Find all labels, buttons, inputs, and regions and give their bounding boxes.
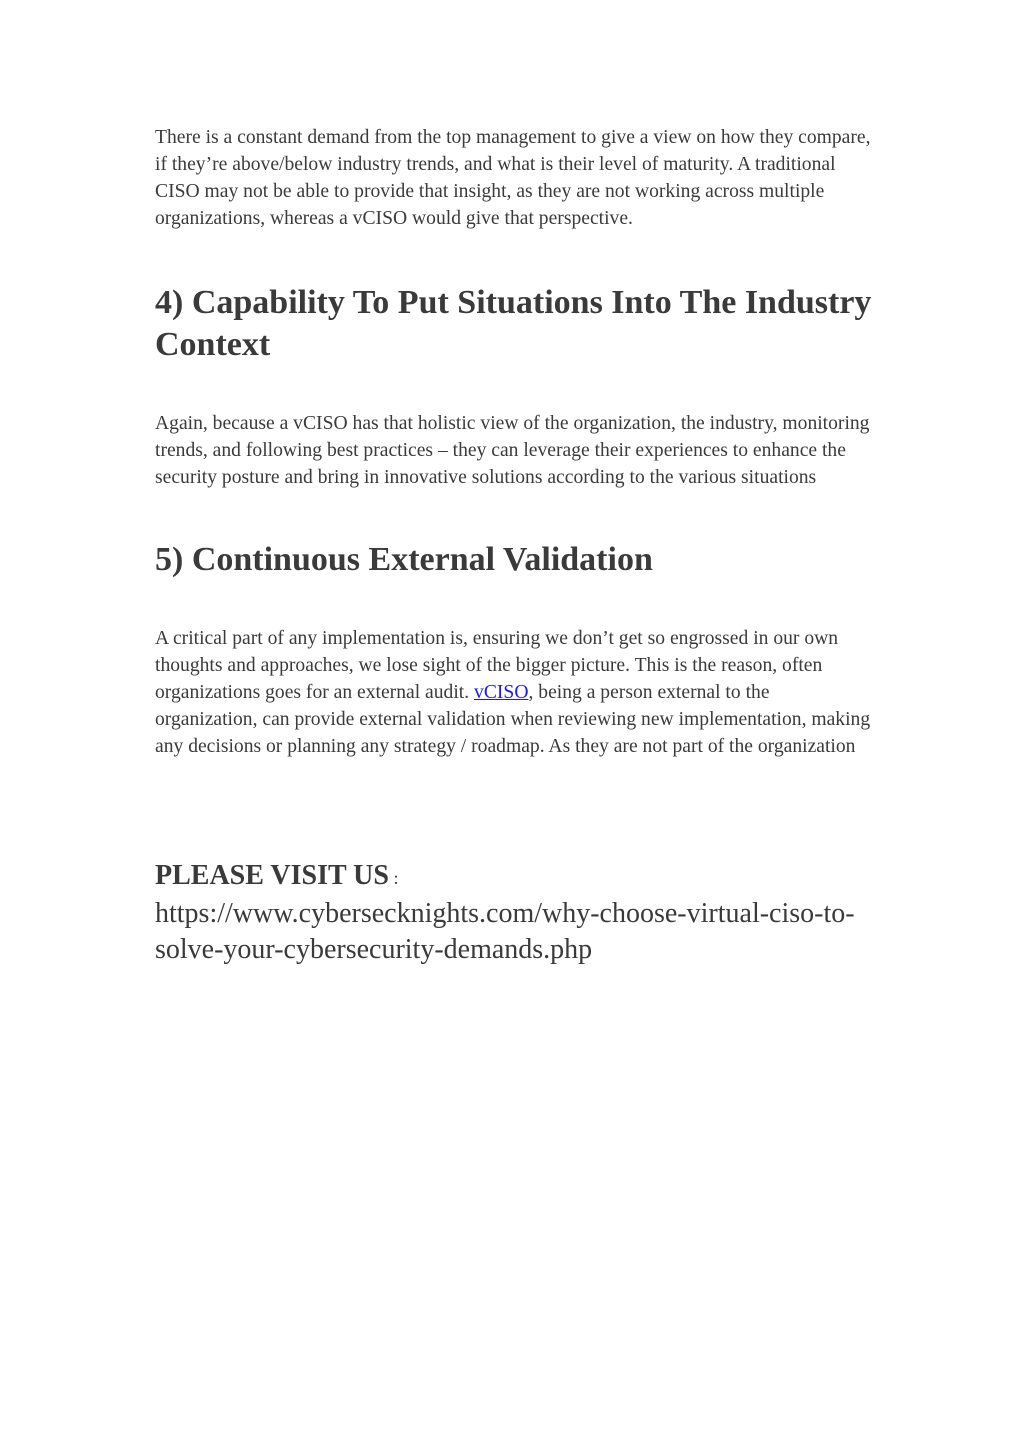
document-content (155, 124, 875, 996)
section-4-paragraph: Again, because a vCISO has that holistic view of the organization, the industry, monitoring trends, and following best practices – they can leverage their experiences to enhance the security posture and bring in innovative solutions according to the various situations (155, 413, 870, 488)
visit-us-label: PLEASE VISIT US (155, 860, 389, 891)
section-5-heading: 5) Continuous External Validation (155, 541, 653, 578)
visit-us-url: https://www.cybersecknights.com/why-choose-virtual-ciso-to-solve-your-cybersecurity-demands.php (155, 898, 855, 965)
visit-us-block (155, 858, 875, 968)
vciso-link[interactable]: vCISO (474, 682, 529, 703)
section-5-text-after-link: , being a person external to the organization, can provide external validation when reviewing new implementation, making any decisions or planning any strategy / roadmap. As they are not part of the organization (155, 682, 871, 757)
section-4-heading: 4) Capability To Put Situations Into The Industry Context (155, 284, 872, 363)
section-5-text-before-link: A critical part of any implementation is, ensuring we don’t get so engrossed in our own thoughts and approaches, we lose sight of the bigger picture. This is the reason, often organizations goes for an external audit. (155, 628, 839, 703)
section-5-paragraph (155, 625, 875, 760)
intro-paragraph: There is a constant demand from the top management to give a view on how they compare, if they’re above/below industry trends, and what is their level of maturity. A traditional CISO may not be able to provide that insight, as they are not working across multiple organizations, whereas a vCISO would give that perspective. (155, 127, 871, 229)
visit-us-colon: : (388, 868, 399, 888)
